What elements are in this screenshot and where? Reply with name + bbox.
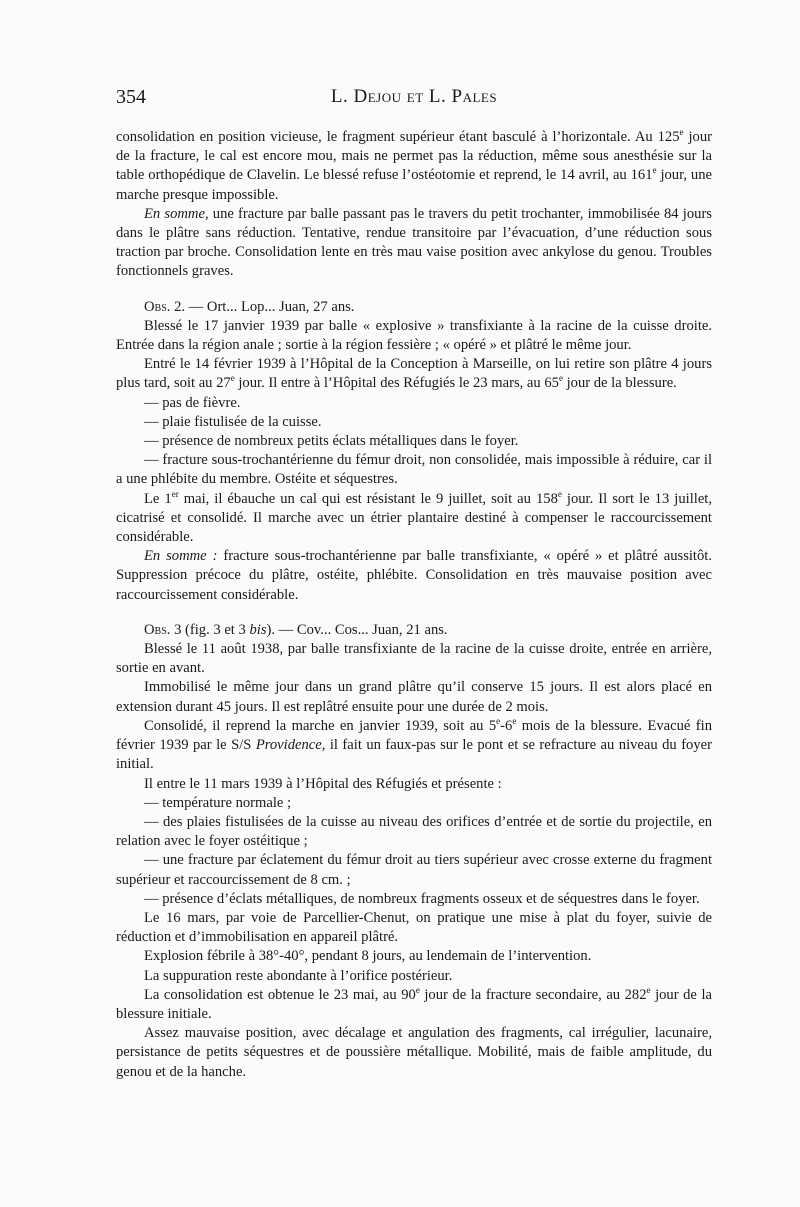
paragraph: Immobilisé le même jour dans un grand plâtre qu’il conserve 15 jours. Il est alors placé en extension durant 45 jours. Il est replâtré ensuite pour une durée de 2 mois. [116, 679, 712, 715]
paragraph: — une fracture par éclatement du fémur droit au tiers supérieur avec crosse externe du fragment supérieur et raccourcissement de 8 cm. ; [116, 852, 712, 888]
paragraph: En somme : fracture sous-trochantérienne par balle transfixiante, « opéré » et plâtré aussitôt. Suppression précoce du plâtre, ostéite, phlébite. Consolidation en très mauvaise position avec raccourcissement considérable. [116, 548, 712, 603]
paragraph: — présence de nombreux petits éclats métalliques dans le foyer. [144, 433, 519, 450]
paragraph: En somme, une fracture par balle passant pas le travers du petit trochanter, immobilisée 84 jours dans le plâtre sans réduction. Tentative, rendue transitoire par l’évacuation, d’une réduction sous traction par broche. Consolidation lente en très mau vaise position avec ankylose du genou. Troubles fonctionnels graves. [116, 205, 712, 280]
paragraph: — température normale ; [144, 794, 292, 811]
paragraph: Le 16 mars, par voie de Parcellier-Chenut, on pratique une mise à plat du foyer, suivie de réduction et d’immobilisation en appareil plâtré. [116, 909, 712, 946]
page-number: 354 [116, 86, 146, 108]
section-gap [116, 605, 712, 621]
paragraph: consolidation en position vicieuse, le fragment supérieur étant basculé à l’horizontale. Au 125e jour de la fracture, le cal est encore mou, mais ne permet pas la réduction, même sous anesthésie sur la table orthopédique de Clavelin. Le blessé refuse l’ostéotomie et reprend, le 14 avril, au 161e jour, une marche presque impossible. [116, 127, 712, 203]
paragraph: — plaie fistulisée de la cuisse. [144, 413, 322, 430]
page-header [116, 86, 712, 110]
paragraph: — fracture sous-trochantérienne du fémur droit, non consolidée, mais impossible à réduire, car il a une phlébite du membre. Ostéite et séquestres. [116, 452, 712, 488]
section-gap [116, 282, 712, 298]
running-title: L. Dejou et L. Pales [330, 86, 498, 107]
paragraph: — pas de fièvre. [144, 394, 241, 411]
paragraph: Consolidé, il reprend la marche en janvier 1939, soit au 5e-6e mois de la blessure. Evacué fin février 1939 par le S/S Providence, il fait un faux-pas sur le pont et se refracture au niveau du foyer initial. [116, 716, 712, 773]
paragraph: Explosion fébrile à 38°-40°, pendant 8 jours, au lendemain de l’intervention. [144, 948, 592, 965]
paragraph: Assez mauvaise position, avec décalage et angulation des fragments, cal irrégulier, lacunaire, persistance de petits séquestres et de poussière métallique. Mobilité, mais de faible amplitude, du genou et de la hanche. [116, 1025, 712, 1080]
paragraph: — présence d’éclats métalliques, de nombreux fragments osseux et de séquestres dans le foyer. [144, 890, 700, 907]
paragraph: Entré le 14 février 1939 à l’Hôpital de la Conception à Marseille, on lui retire son plâtre 4 jours plus tard, soit au 27e jour. Il entre à l’Hôpital des Réfugiés le 23 mars, au 65e jour de la blessure. [116, 356, 712, 392]
paragraph: Blessé le 11 août 1938, par balle transfixiante de la racine de la cuisse droite, entrée en arrière, sortie en avant. [116, 641, 712, 677]
paragraph: La consolidation est obtenue le 23 mai, au 90e jour de la fracture secondaire, au 282e jour de la blessure initiale. [116, 984, 712, 1022]
paragraph: Le 1er mai, il ébauche un cal qui est résistant le 9 juillet, soit au 158e jour. Il sort le 13 juillet, cicatrisé et consolidé. Il marche avec un étrier plantaire destiné à compenser le raccourcissement considérable. [116, 488, 712, 546]
article-body [116, 128, 712, 1082]
paragraph: La suppuration reste abondante à l’orifice postérieur. [144, 967, 453, 984]
paragraph: Obs. 2. — Ort... Lop... Juan, 27 ans. [144, 298, 355, 315]
paragraph: Il entre le 11 mars 1939 à l’Hôpital des Réfugiés et présente : [144, 775, 502, 792]
paragraph: Obs. 3 (fig. 3 et 3 bis). — Cov... Cos... Juan, 21 ans. [144, 621, 448, 638]
paragraph: Blessé le 17 janvier 1939 par balle « explosive » transfixiante à la racine de la cuisse droite. Entrée dans la région anale ; sortie à la région fessière ; « opéré » et plâtré le même jour. [116, 317, 712, 354]
paragraph: — des plaies fistulisées de la cuisse au niveau des orifices d’entrée et de sortie du projectile, en relation avec le foyer ostéitique ; [116, 813, 712, 850]
